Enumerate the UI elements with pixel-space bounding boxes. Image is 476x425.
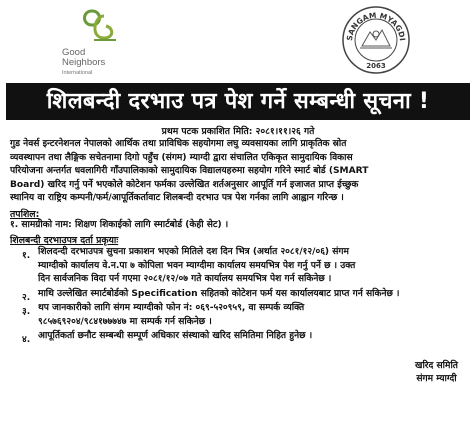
process-item-number: ३. <box>22 307 31 317</box>
logo-name-line1: Good <box>62 47 86 58</box>
process-item-line: थप जानकारीको लागि संगम म्याग्दीको फोन नं: ०६९-५२०९५९, वा सम्पर्क व्यक्ति <box>38 303 305 313</box>
details-item-number: १. <box>10 220 19 230</box>
process-item-text <box>38 330 468 344</box>
sangam-myagdi-seal <box>340 4 412 76</box>
process-item-line: शिलदन्दी दरभाउपत्र सुचना प्रकाशन भएको मितिले दश दिन भित्र (अर्थात २०८१/१२/०६) संगम <box>38 247 349 257</box>
seal-emblem-icon <box>340 4 412 76</box>
logo-subtitle: International <box>62 70 93 76</box>
process-item-line: माथि उल्लेखित स्मार्टबोर्डको Specification सहितको कोटेशन फर्म यस कार्यालयबाट प्राप्त गर्न सकिनेछ । <box>38 289 400 299</box>
process-item-line: आपूर्तिकर्ता छनौट सम्बन्धी सम्पूर्ण अधिकार संस्थाको खरिद समितिमा निहित हुनेछ । <box>38 331 313 341</box>
intro-paragraph <box>10 138 468 206</box>
process-heading: शिलबन्दी दरभाउपत्र दर्ता प्रकृयाः <box>10 235 119 246</box>
seal-ring-text: SANGAM MYAGDI <box>344 10 407 42</box>
intro-line: व्यवस्थापन तथा लैङ्गिक सचेतनामा दिगो पहुँच (संगम) म्याग्दी द्वारा संचालित एकिकृत सामुदायिक विकास <box>10 152 353 163</box>
intro-line: गुड नेवर्स इन्टरनेशनल नेपालको आर्थिक तथा प्राविधिक सहयोगमा लघु व्यवसायका लागि प्राकृतिक स्रोत <box>10 139 347 149</box>
process-item-text <box>38 246 468 287</box>
process-item-number: २. <box>22 293 31 303</box>
signature-committee: खरिद समिति <box>415 361 458 371</box>
seal-year: 2063 <box>366 62 386 70</box>
details-item-value: शिक्षण शिकाईको लागि स्मार्टबोर्ड (केही सेट) । <box>74 220 229 230</box>
process-item-number: १. <box>22 251 31 261</box>
title-banner <box>6 83 470 120</box>
intro-line: परियोजना अन्तर्गत धवलागिरी गाँउपालिकाको सामुदायिक विद्यालयहरुमा सहयोग गरिने स्मार्ट बोर्ड (SMART <box>10 166 369 176</box>
process-item-text <box>38 302 468 329</box>
process-item-line: ९८५७६९२०४/९८४१७७७४७ मा सम्पर्क गर्न सकिनेछ । <box>38 316 212 327</box>
details-heading: तपशिल: <box>10 209 40 220</box>
logo-name-line2: Neighbors <box>62 57 106 68</box>
process-item-line: दिन सार्वजनिक विदा पर्न गएमा २०८१/१२/०७ गते कार्यालय समयभित्र पेश गर्न सकिनेछ । <box>38 274 332 284</box>
good-neighbors-logo <box>60 8 140 78</box>
process-item-text <box>38 288 468 302</box>
details-item-1 <box>10 219 228 233</box>
good-neighbors-name <box>62 48 152 68</box>
page-title: शिलबन्दी दरभाउ पत्र पेश गर्ने सम्बन्धी सूचना ! <box>46 89 430 114</box>
signature-block <box>415 360 458 386</box>
publish-date-line: प्रथम पटक प्रकाशित मिति: २०८१।११।२६ गते <box>161 126 315 137</box>
intro-line: स्थानिय वा राष्ट्रिय कम्पनी/फर्म/आपूर्तिकर्तावाट शिलबन्दी दरभाउ पत्र पेश गर्नका लागि आह्वान गरिन्छ । <box>10 193 344 203</box>
process-item-number: ४. <box>22 335 31 345</box>
intro-line: Board) खरिद गर्नु पर्ने भएकोले कोटेशन फर्मका उल्लेखित शर्तअनुसार आपूर्ति गर्न इजाजत प्राप्त ईच्छुक <box>10 179 359 190</box>
details-item-label: सामग्रीको नाम: <box>21 220 72 230</box>
process-item-line: म्याग्दीको कार्यालय वे.न.पा ७ कोपिला भवन म्याग्दीमा कार्यालय समयभित्र पेश गर्नु पर्ने छ । उक्त <box>38 260 356 271</box>
good-neighbors-mark-icon <box>78 8 118 44</box>
signature-organization: संगम म्याग्दी <box>416 374 457 384</box>
